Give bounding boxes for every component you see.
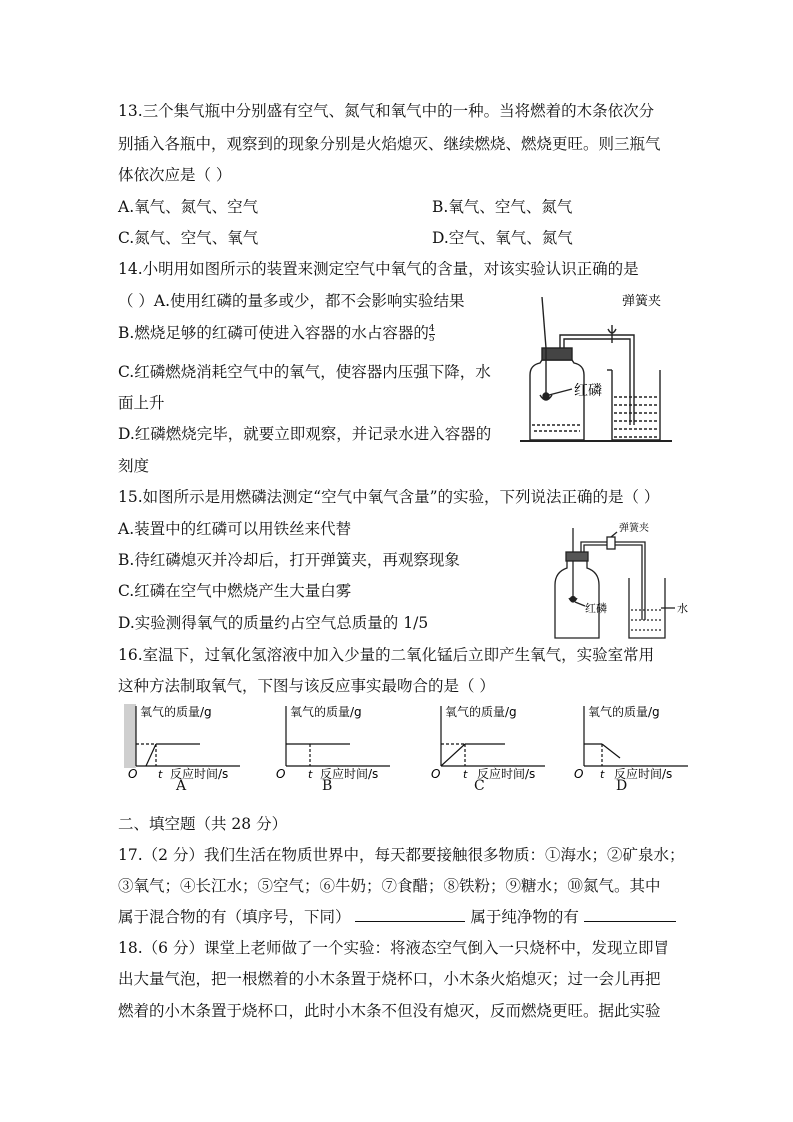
spring-clamp [607,537,615,549]
q16-graph-c [425,700,565,780]
y-axis-label: 氧气的质量/g [290,705,362,719]
q13-stem-line1: 13.三个集气瓶中分别盛有空气、氮气和氧气中的一种。当将燃着的木条依次分 [118,102,655,120]
tick-label: t [158,768,163,780]
q13-option-c: C.氮气、空气、氧气 [118,229,259,247]
fraction-numerator: 4 [428,323,435,334]
q16-graph-d-letter: D [616,778,628,794]
q14-option-b-text: B.燃烧足够的红磷可使进入容器的水占容器的 [118,324,429,342]
q17-mixture-prompt: 属于混合物的有（填序号，下同） [118,908,351,926]
q13-option-d: D.空气、氧气、氮气 [432,229,573,247]
q16-graph-b [270,700,410,780]
q18-stem-line3: 燃着的小木条置于烧杯口，此时小木条不但没有熄灭，反而燃烧更旺。据此实验 [118,1002,661,1020]
fraction [429,325,435,344]
q14-phosphorus-label: 红磷 [574,383,602,399]
q15-stem: 15.如图所示是用燃磷法测定“空气中氧气含量”的实验，下列说法正确的是（ ） [118,488,660,506]
q18-stem-line1: 18.（6 分）课堂上老师做了一个实验：将液态空气倒入一只烧杯中，发现立即冒 [118,939,669,957]
y-axis-label: 氧气的质量/g [140,705,212,719]
curve-decline [602,744,620,758]
q14-clamp-label: 弹簧夹 [622,294,662,309]
q16-graph-c-letter: C [474,778,485,794]
x-axis-label: 反应时间/s [477,767,536,780]
q17-stem-line2: ③氧气；④长江水；⑤空气；⑥牛奶；⑦食醋；⑧铁粉；⑨糖水；⑩氮气。其中 [118,877,661,895]
q14-stem-line2: （ ）A.使用红磷的量多或少，都不会影响实验结果 [118,292,465,310]
q16-graph-a [120,700,260,780]
origin-label: O [128,767,138,780]
fraction-denominator: 5 [428,333,435,344]
origin-label: O [276,767,286,780]
q15-option-c: C.红磷在空气中燃烧产生大量白雾 [118,582,352,600]
q15-clamp-label: 弹簧夹 [619,523,649,534]
q15-apparatus-figure [545,520,705,642]
tick-label: t [308,768,313,780]
q14-option-c-line2: 面上升 [118,394,165,412]
tick-label: t [463,768,468,780]
q14-stem-line1: 14.小明用如图所示的装置来测定空气中氧气的含量，对该实验认识正确的是 [118,260,639,278]
q14-option-d-line2: 刻度 [118,457,150,475]
tick-label: t [600,768,605,780]
q14-option-b [118,323,435,344]
beaker-outline [629,578,665,638]
x-axis-label: 反应时间/s [320,767,379,780]
x-axis-label: 反应时间/s [614,767,673,780]
q16-graph-d [568,700,708,780]
curve-rise [441,744,465,766]
origin-label: O [574,767,584,780]
y-axis-label: 氧气的质量/g [588,705,660,719]
q13-option-b: B.氧气、空气、氮气 [432,198,573,216]
q13-stem-line3: 体依次应是（ ） [118,166,232,184]
q16-graph-a-letter: A [176,778,187,794]
q15-phosphorus-label: 红磷 [585,602,607,615]
q13-option-a: A.氧气、氮气、空气 [118,198,259,216]
curve-rise [146,744,156,766]
origin-label: O [431,767,441,780]
q17-pure-blank[interactable] [584,907,676,922]
q15-option-a: A.装置中的红磷可以用铁丝来代替 [118,520,352,538]
q15-water-label: 水 [677,602,688,615]
x-axis-label: 反应时间/s [170,767,229,780]
q17-stem-line3 [118,907,676,927]
q14-apparatus-figure [512,285,682,445]
y-axis-label: 氧气的质量/g [445,705,517,719]
q14-option-d-line1: D.红磷燃烧完毕，就要立即观察，并记录水进入容器的 [118,425,492,443]
q15-option-b: B.待红磷熄灭并冷却后，打开弹簧夹，再观察现象 [118,551,460,569]
bottle-stopper [566,552,588,561]
bottle-outline [530,360,584,440]
q16-stem-line1: 16.室温下，过氧化氢溶液中加入少量的二氧化锰后立即产生氧气，实验室常用 [118,646,655,664]
q16-stem-line2: 这种方法制取氧气，下图与该反应事实最吻合的是（ ） [118,677,495,695]
section-title: 二、填空题（共 28 分） [118,815,288,833]
q14-option-c-line1: C.红磷燃烧消耗空气中的氧气，使容器内压强下降，水 [118,363,491,381]
red-phosphorus [543,393,549,399]
q17-mixture-blank[interactable] [355,907,465,922]
q16-graph-b-letter: B [322,778,333,794]
q13-stem-line2: 别插入各瓶中，观察到的现象分别是火焰熄灭、继续燃烧、燃烧更旺。则三瓶气 [118,135,661,153]
q15-option-d: D.实验测得氧气的质量约占空气总质量的 1/5 [118,614,429,632]
q17-pure-prompt: 属于纯净物的有 [470,908,579,926]
red-phosphorus [571,597,576,602]
q17-stem-line1: 17.（2 分）我们生活在物质世界中，每天都要接触很多物质：①海水；②矿泉水； [118,846,685,864]
q18-stem-line2: 出大量气泡，把一根燃着的小木条置于烧杯口，小木条火焰熄灭；过一会儿再把 [118,970,661,988]
